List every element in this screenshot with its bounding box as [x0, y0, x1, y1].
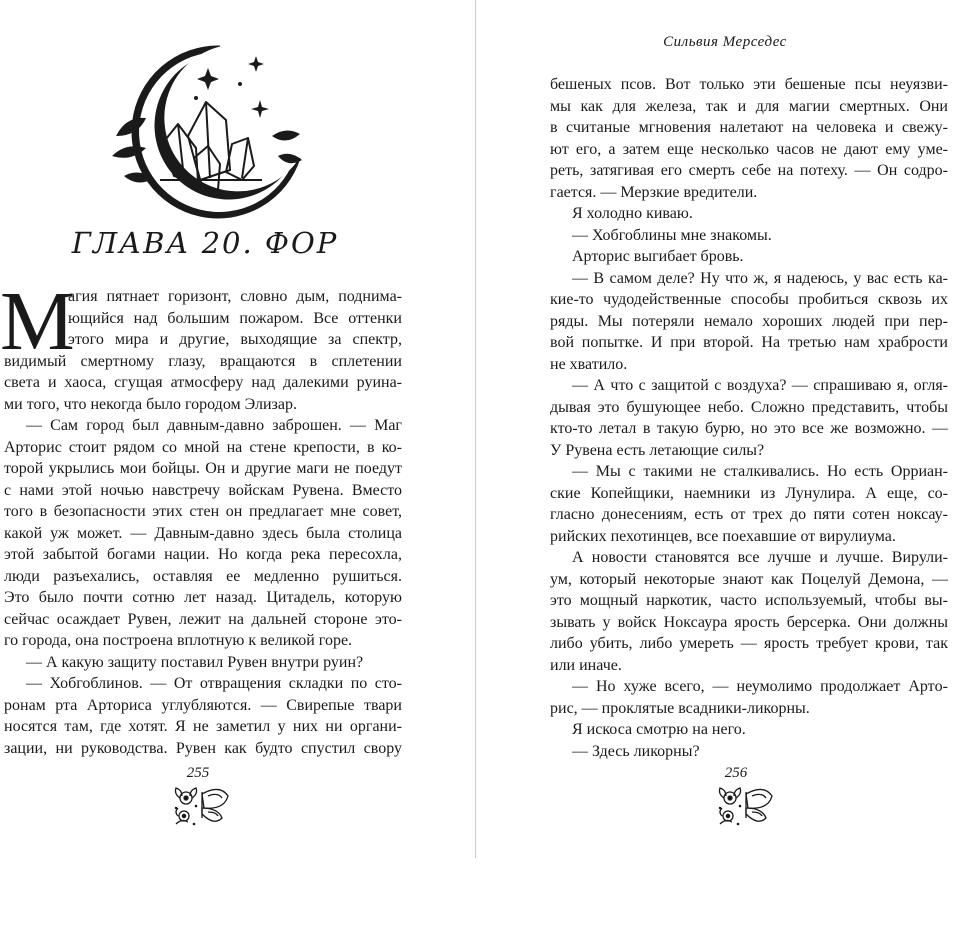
text-line: А новости становятся все лучше и лучше. Вирули- — [572, 549, 948, 566]
text-line: ют его, а затем еще несколько часов не дают ему уме- — [550, 140, 948, 158]
text-line: бешеных псов. Вот только эти бешеные псы неуязви- — [550, 76, 948, 93]
text-line: ронам рта Арториса углубляются. — Свирепые твари — [4, 696, 402, 714]
text-line: ские Копейщики, наемники из Лунулира. А еще, со- — [550, 484, 948, 502]
text-line: ющийся над большим пожаром. Все оттенки — [68, 309, 402, 327]
text-line: зывать у войск Ноксаура ярость берсерка. Они должны — [550, 613, 948, 631]
text-line: — Мы с такими не сталкивались. Но есть Орриан- — [572, 463, 948, 480]
running-head-author: Сильвия Мерседес — [663, 34, 787, 50]
chapter-title: ГЛАВА 20. ФОР — [71, 226, 339, 260]
book-gutter — [475, 0, 476, 858]
page-number: 255 — [186, 765, 210, 781]
text-line: носятся там, где хотят. Я не заметил у них ни органи- — [4, 718, 402, 735]
right-page-body-text — [550, 74, 948, 762]
text-line: гается. — Мерзкие вредители. — [550, 183, 758, 201]
text-line: люди разъехались, оставляя ее медленно рушиться. — [4, 567, 402, 585]
text-line: — А что с защитой с воздуха? — спрашиваю я, огля- — [572, 377, 948, 394]
crescent-moon-crystal-icon — [102, 40, 306, 220]
text-line: — Хобгоблины мне знакомы. — [572, 226, 772, 244]
text-line: либо убить, либо умереть — ярость требует крови, так — [550, 635, 948, 652]
drop-cap-letter: М — [0, 275, 75, 368]
text-line: зации, ни руководства. Рувен как будто спустил свору — [4, 739, 402, 757]
text-line: — Но хуже всего, — неумолимо продолжает Артo- — [572, 678, 948, 695]
text-line: рис, — проклятые всадники-ликорны. — [550, 699, 810, 717]
page-number: 256 — [724, 765, 748, 781]
text-line: это мощный наркотик, часто используемый, чтобы вы- — [550, 592, 948, 609]
text-line: Я холодно киваю. — [572, 205, 693, 222]
text-line: — В самом деле? Ну что ж, я надеюсь, у вас есть ка- — [572, 269, 948, 287]
text-line: сейчас осаждает Рувен, лежит на дальней стороне это- — [4, 610, 402, 628]
text-line: ряды. Мы потеряли немало хороших людей при пер- — [550, 312, 948, 330]
butterfly-flower-ornament-icon — [716, 784, 776, 832]
text-line: го города, она построена вплотную к великой горе. — [4, 632, 353, 649]
text-line: дывая это бушующее небо. Сложно представить, чтобы — [550, 398, 948, 416]
text-line: гласно донесениям, есть от трех до пяти сотен ноксау- — [550, 506, 948, 523]
text-line: мы как для железа, так и для магии смертных. Они — [550, 97, 948, 115]
text-line: или иначе. — [550, 656, 622, 674]
text-line: — Хобгоблинов. — От отвращения складки по сто- — [26, 675, 402, 692]
text-line: какой уж может. — Давным-давно здесь была столица — [4, 524, 402, 542]
text-line: — А какую защиту поставил Рувен внутри руин? — [26, 653, 364, 671]
text-line: рийских пехотинцев, все поехавшие от вирулиума. — [550, 527, 896, 545]
text-line: У Рувена есть летающие силы? — [550, 441, 765, 459]
text-line: Это было почти сотню лет назад. Цитадель, которую — [4, 589, 402, 606]
text-line: Арторис выгибает бровь. — [572, 248, 744, 265]
butterfly-flower-ornament-icon — [172, 784, 232, 832]
text-line: Арторис стоит рядом со мной на стене крепости, в ко- — [4, 438, 402, 456]
text-line: ми того, что некогда было городом Элизар. — [4, 395, 297, 413]
text-line: кие-то чудодейственные способы пробиться сквозь их — [550, 291, 948, 308]
text-line: агия пятнает горизонт, словно дым, поднима- — [68, 288, 402, 305]
left-page — [0, 0, 470, 952]
text-line: не хватило. — [550, 355, 628, 373]
text-line: в считаные мгновения налетают на человека и свежу- — [550, 119, 948, 136]
text-line: вой попытке. И при второй. На третью нам храбрости — [550, 334, 948, 351]
text-line: этой забытой богами нации. Но когда река пересохла, — [4, 546, 402, 563]
text-line: ум, который некоторые знают как Поцелуй Демона, — — [550, 570, 948, 588]
left-page-body-text — [4, 286, 402, 759]
text-line: — Здесь ликорны? — [572, 742, 700, 760]
text-line: видимый смертному глазу, вращаются в сплетении — [4, 352, 402, 370]
text-line: торой укрылись мои бойцы. Он и другие маги не поедут — [4, 460, 402, 477]
text-line: того в безопасности этих стен он предлагает мне совет, — [4, 503, 402, 520]
right-page — [480, 0, 962, 952]
text-line: реть, затягивая его смерть себе на потеху. — Он содро- — [550, 162, 948, 179]
text-line: с нами этой ночью навстречу войскам Рувена. Вместо — [4, 481, 402, 499]
text-line: Я искоса смотрю на него. — [572, 721, 746, 738]
text-line: света и хаоса, сгущая атмосферу над далекими руина- — [4, 374, 402, 391]
text-line: этого мира и другие, выходящие за спектр, — [68, 331, 402, 348]
text-line: — Сам город был давным-давно заброшен. — Маг — [26, 417, 402, 434]
text-line: кто-то летал в такую бурю, но это все же возможно. — — [550, 420, 948, 437]
